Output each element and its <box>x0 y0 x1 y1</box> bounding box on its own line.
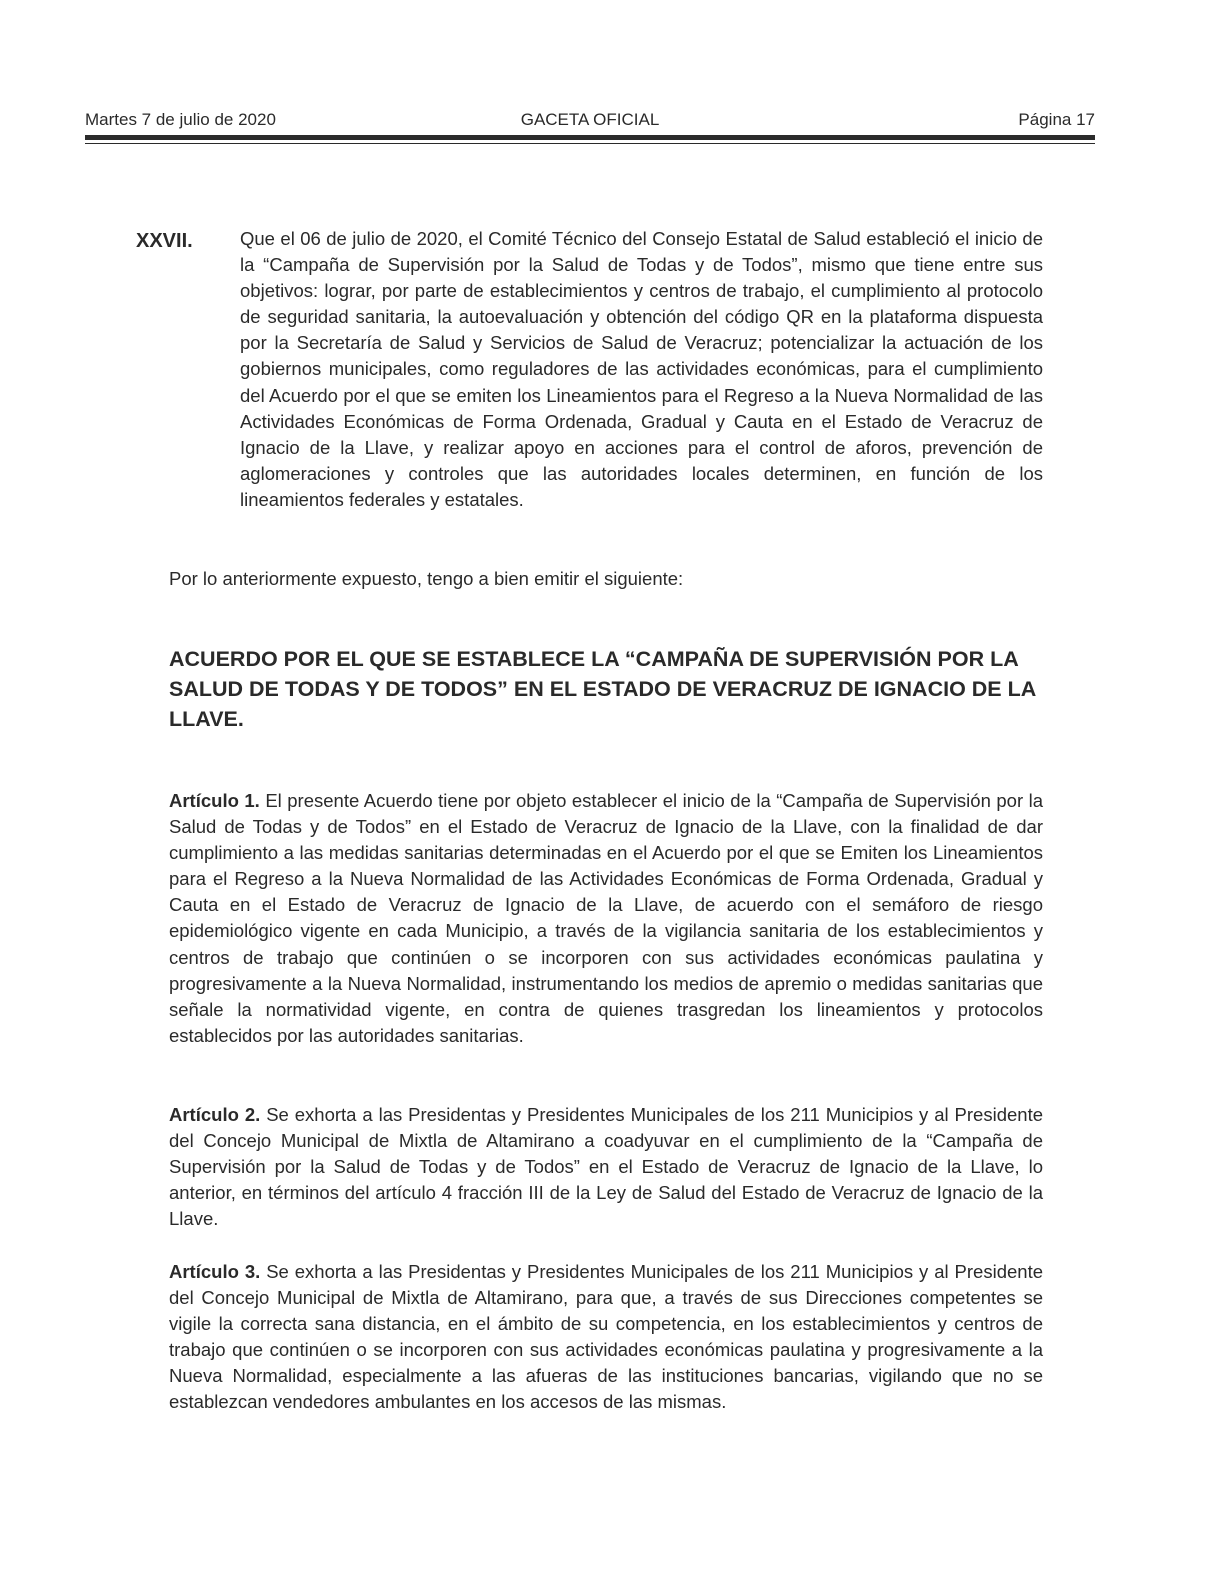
page-header <box>85 109 1095 131</box>
header-rule-thick <box>85 135 1095 140</box>
header-page-number: Página 17 <box>1018 110 1095 129</box>
header-date: Martes 7 de julio de 2020 <box>85 110 276 129</box>
article-3-text: Se exhorta a las Presidentas y Presidentes Municipales de los 211 Municipios y al Presidente del Concejo Municipal de Mixtla de Altamirano, para que, a través de sus Direcciones competentes se vigile la correcta sana distancia, en el ámbito de su competencia, en los establecimientos y centros de trabajo que continúen o se incorporen con sus actividades económicas paulatina y progresivamente a la Nueva Normalidad, especialmente a las afueras de las instituciones bancarias, vigilando que no se establezcan vendedores ambulantes en los accesos de las mismas. <box>169 1261 1043 1413</box>
consideration-text: Que el 06 de julio de 2020, el Comité Técnico del Consejo Estatal de Salud estableció el inicio de la “Campaña de Supervisión por la Salud de Todas y de Todos”, mismo que tiene entre sus objetivos: lograr, por parte de establecimientos y centros de trabajo, el cumplimiento al protocolo de seguridad sanitaria, la autoevaluación y obtención del código QR en la plataforma dispuesta por la Secretaría de Salud y Servicios de Salud de Veracruz; potencializar la actuación de los gobiernos municipales, como reguladores de las actividades económicas, para el cumplimiento del Acuerdo por el que se emiten los Lineamientos para el Regreso a la Nueva Normalidad de las Actividades Económicas de Forma Ordenada, Gradual y Cauta en el Estado de Veracruz de Ignacio de la Llave, y realizar apoyo en acciones para el control de aforos, prevención de aglomeraciones y controles que las autoridades locales determinen, en función de los lineamientos federales y estatales. <box>240 228 1043 510</box>
article-2-label: Artículo 2. <box>169 1104 261 1125</box>
article-1-label: Artículo 1. <box>169 790 260 811</box>
article-1-text: El presente Acuerdo tiene por objeto establecer el inicio de la “Campaña de Supervisión por la Salud de Todas y de Todos” en el Estado de Veracruz de Ignacio de la Llave, con la finalidad de dar cumplimiento a las medidas sanitarias determinadas en el Acuerdo por el que se Emiten los Lineamientos para el Regreso a la Nueva Normalidad de las Actividades Económicas de Forma Ordenada, Gradual y Cauta en el Estado de Veracruz de Ignacio de la Llave, de acuerdo con el semáforo de riesgo epidemiológico vigente en cada Municipio, a través de la vigilancia sanitaria de los establecimientos y centros de trabajo que continúen o se incorporen con sus actividades económicas paulatina y progresivamente a la Nueva Normalidad, instrumentando los medios de apremio o medidas sanitarias que señale la normatividad vigente, en contra de quienes trasgredan los lineamientos y protocolos establecidos por las autoridades sanitarias. <box>169 790 1043 1046</box>
header-rule-thin <box>85 143 1095 144</box>
header-publication: GACETA OFICIAL <box>520 110 660 129</box>
article-3-label: Artículo 3. <box>169 1261 261 1282</box>
article-2 <box>169 1102 1043 1232</box>
article-3 <box>169 1259 1043 1416</box>
article-2-text: Se exhorta a las Presidentas y Presidentes Municipales de los 211 Municipios y al Presidente del Concejo Municipal de Mixtla de Altamirano a coadyuvar en el cumplimiento de la “Campaña de Supervisión por la Salud de Todas y de Todos” en el Estado de Veracruz de Ignacio de la Llave, lo anterior, en términos del artículo 4 fracción III de la Ley de Salud del Estado de Veracruz de Ignacio de la Llave. <box>169 1104 1043 1230</box>
agreement-title: ACUERDO POR EL QUE SE ESTABLECE LA “CAMPAÑA DE SUPERVISIÓN POR LA SALUD DE TODAS Y DE TODOS” EN EL ESTADO DE VERACRUZ DE IGNACIO DE LA LLAVE. <box>169 647 1036 731</box>
consideration-label: XXVII. <box>136 230 193 252</box>
intro-paragraph: Por lo anteriormente expuesto, tengo a bien emitir el siguiente: <box>169 568 684 589</box>
article-1 <box>169 788 1043 1049</box>
